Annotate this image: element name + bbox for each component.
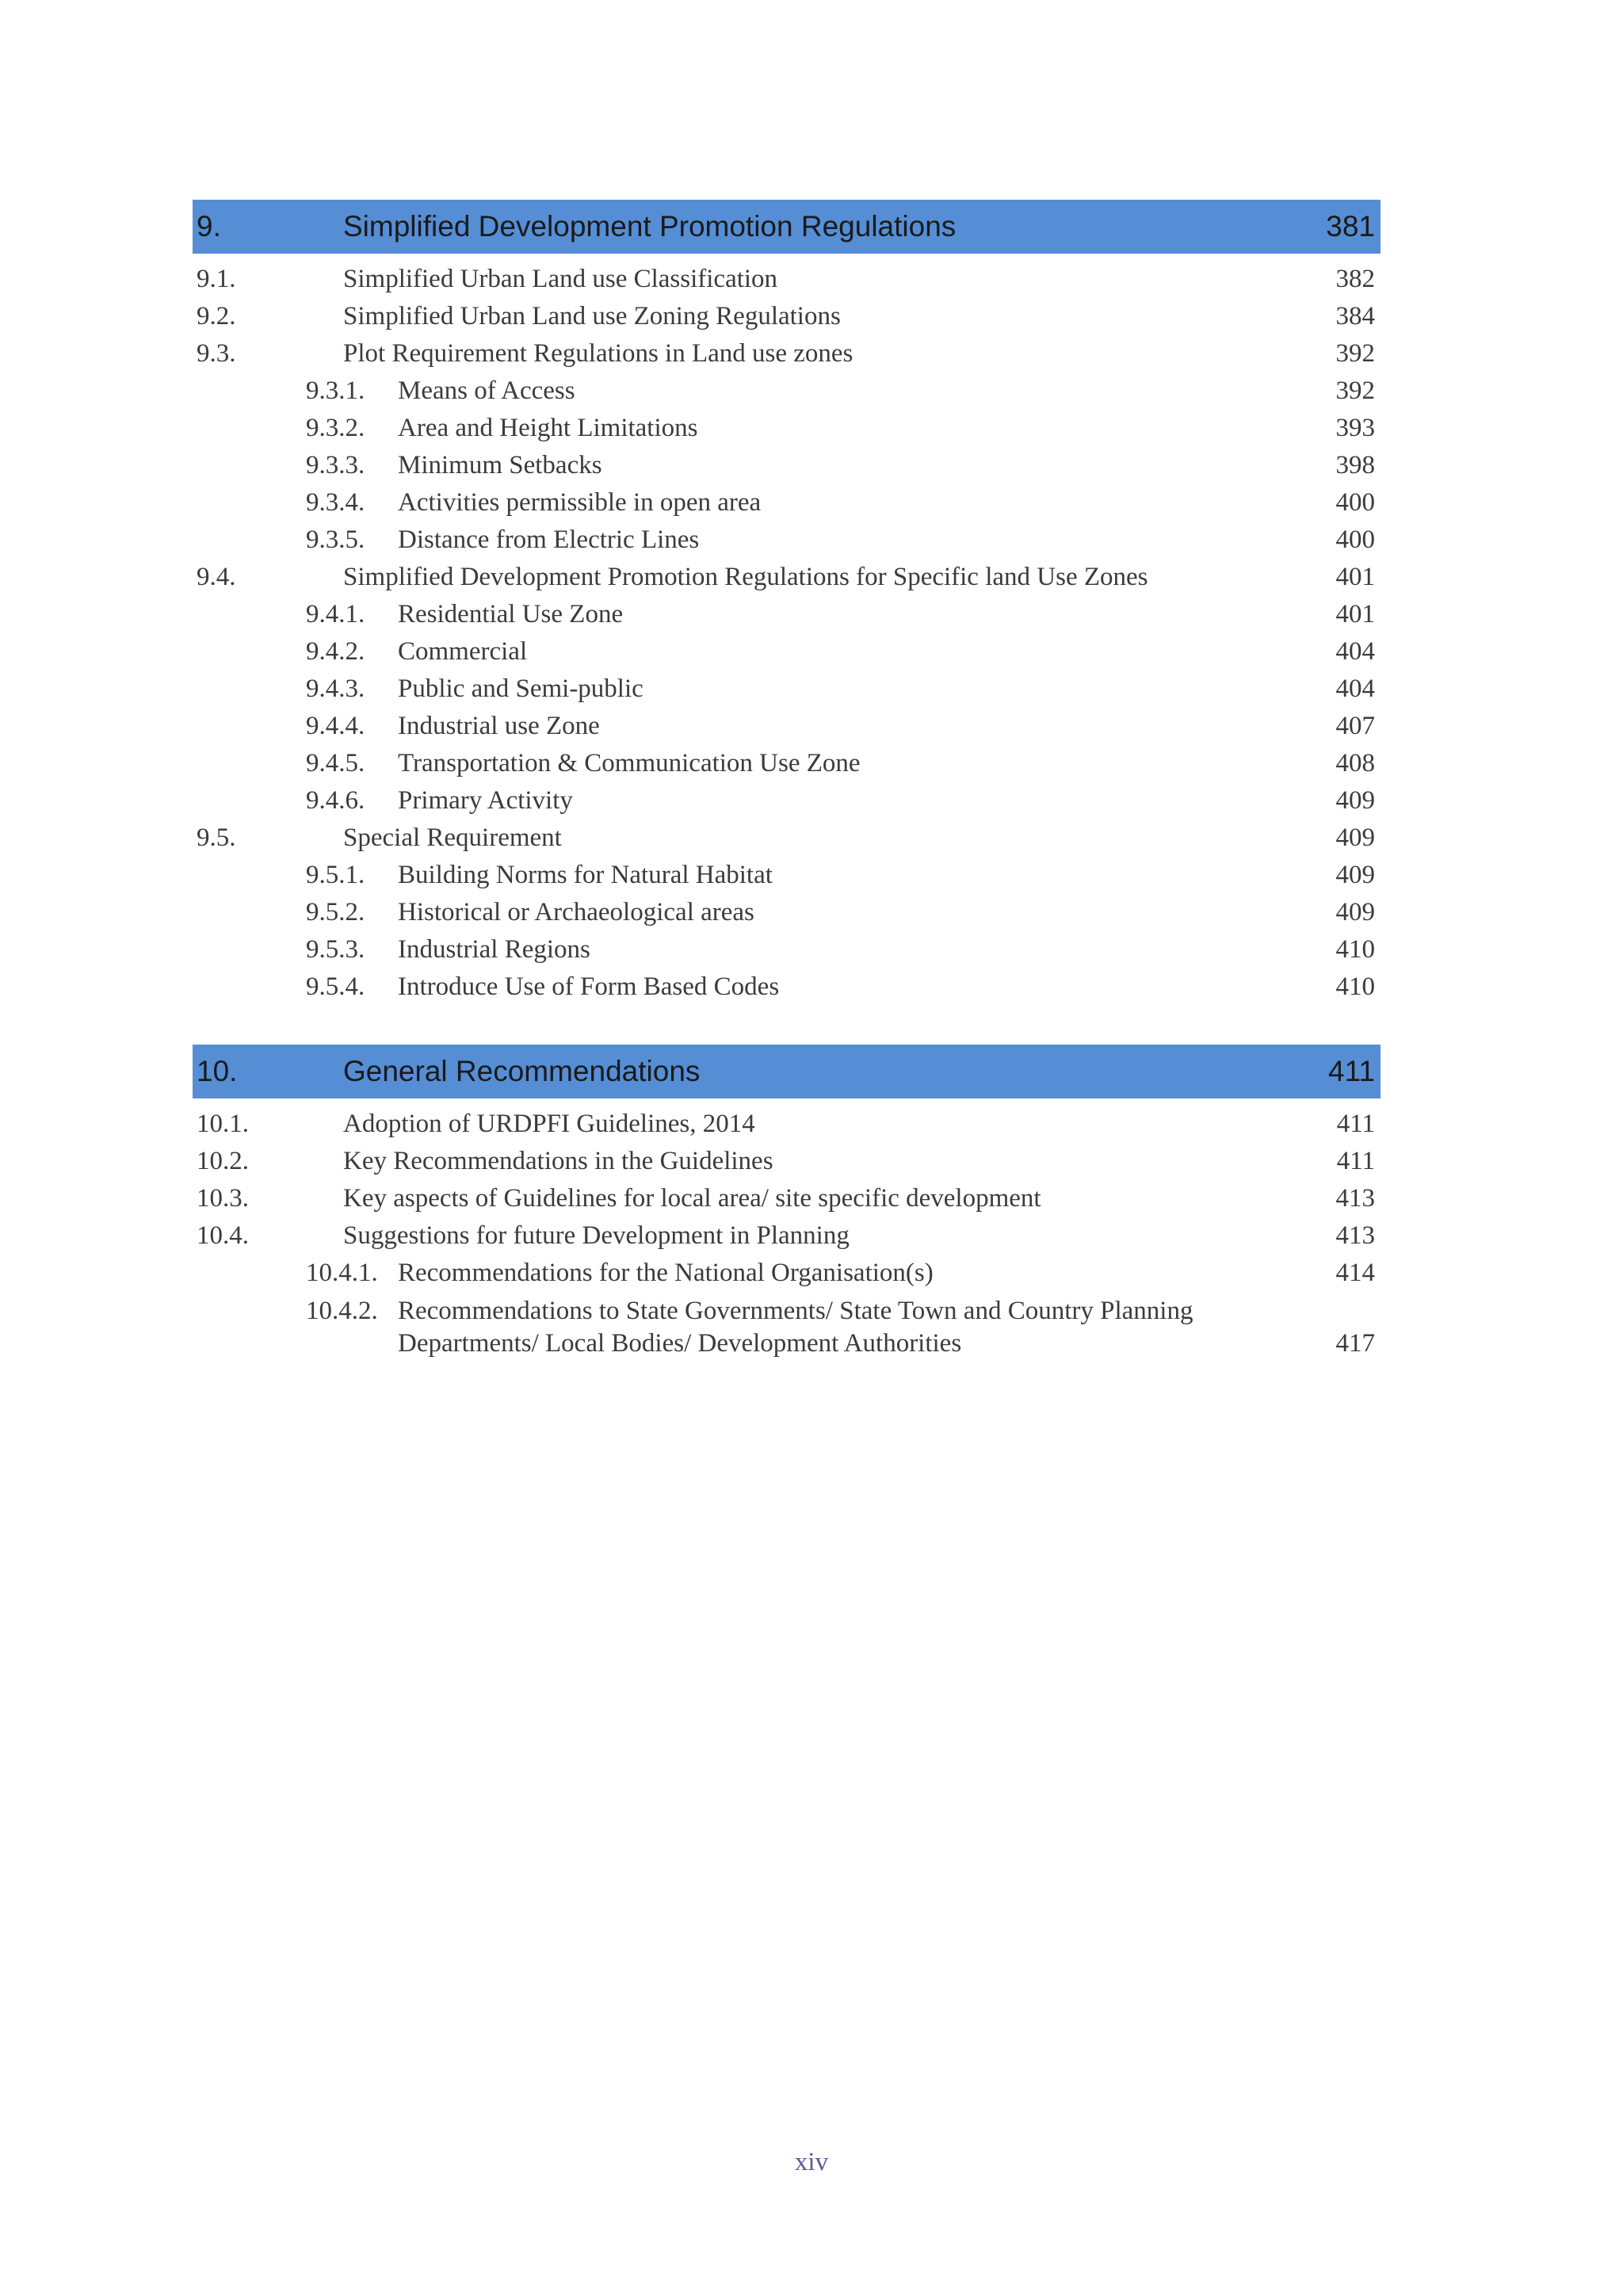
entry-number: 10.4.1.: [306, 1259, 378, 1287]
entry-title: Key aspects of Guidelines for local area/ site specific development: [343, 1184, 1041, 1213]
chapter-page-number: 381: [1326, 210, 1375, 243]
toc-subentry[interactable]: [193, 372, 1381, 410]
toc-entry[interactable]: [193, 1180, 1381, 1217]
entry-title: Suggestions for future Development in Planning: [343, 1221, 850, 1250]
entry-page-number: 409: [1335, 786, 1375, 815]
entry-number: 9.4.3.: [306, 674, 365, 703]
toc-subentry[interactable]: [193, 670, 1381, 708]
toc-subentry[interactable]: [193, 447, 1381, 484]
entry-number: 9.5.4.: [306, 972, 365, 1001]
entry-title: Building Norms for Natural Habitat: [398, 861, 773, 889]
entry-title: Plot Requirement Regulations in Land use zones: [343, 339, 854, 368]
toc-subentry[interactable]: [193, 708, 1381, 745]
entry-page-number: 413: [1335, 1184, 1375, 1213]
entry-page-number: 384: [1335, 302, 1375, 330]
toc-subentry[interactable]: [193, 745, 1381, 782]
entry-number: 9.3.4.: [306, 488, 365, 517]
toc-subentry[interactable]: [193, 633, 1381, 670]
entry-page-number: 393: [1335, 414, 1375, 442]
entry-page-number: 413: [1335, 1221, 1375, 1250]
entry-title: Means of Access: [398, 376, 575, 405]
entry-number: 9.4.5.: [306, 749, 365, 777]
toc-entry[interactable]: [193, 1106, 1381, 1143]
entry-number: 9.3.1.: [306, 376, 365, 405]
entry-page-number: 401: [1335, 600, 1375, 628]
entry-title: Introduce Use of Form Based Codes: [398, 972, 780, 1001]
entry-page-number: 400: [1335, 525, 1375, 554]
entry-page-number: 410: [1335, 972, 1375, 1001]
entry-title: Commercial: [398, 637, 528, 666]
entry-title: Recommendations for the National Organisation(s): [398, 1259, 934, 1287]
entry-title: Special Requirement: [343, 823, 562, 852]
entry-page-number: 382: [1335, 265, 1375, 293]
entry-page-number: 401: [1335, 563, 1375, 591]
entry-number: 9.3.3.: [306, 451, 365, 479]
toc-subentry[interactable]: [193, 596, 1381, 633]
entry-page-number: 409: [1335, 823, 1375, 852]
toc-entry[interactable]: [193, 559, 1381, 596]
entry-title: Simplified Urban Land use Classification: [343, 265, 778, 293]
entry-number: 9.2.: [197, 302, 236, 330]
entry-number: 10.1.: [197, 1110, 249, 1138]
entry-title: Historical or Archaeological areas: [398, 898, 754, 926]
entry-number: 9.4.: [197, 563, 236, 591]
toc-entry[interactable]: [193, 335, 1381, 372]
toc-subentry[interactable]: [193, 1295, 1381, 1366]
toc-entry[interactable]: [193, 1143, 1381, 1180]
entry-number: 9.4.4.: [306, 712, 365, 740]
entry-page-number: 392: [1335, 339, 1375, 368]
entry-title: Simplified Development Promotion Regulations for Specific land Use Zones: [343, 563, 1148, 591]
toc-subentry[interactable]: [193, 968, 1381, 1006]
entry-title: Adoption of URDPFI Guidelines, 2014: [343, 1110, 755, 1138]
entry-title-line-2: Departments/ Local Bodies/ Development Authorities: [398, 1329, 962, 1358]
entry-page-number: 414: [1335, 1259, 1375, 1287]
entry-title: Primary Activity: [398, 786, 573, 815]
toc-subentry[interactable]: [193, 521, 1381, 559]
entry-page-number: 392: [1335, 376, 1375, 405]
toc-entry[interactable]: [193, 1217, 1381, 1255]
page-number-footer: xiv: [794, 2148, 829, 2176]
toc-subentry[interactable]: [193, 931, 1381, 968]
chapter-number: 9.: [197, 210, 221, 243]
entry-number: 9.5.1.: [306, 861, 365, 889]
entry-title: Distance from Electric Lines: [398, 525, 700, 554]
chapter-header-9[interactable]: [193, 200, 1381, 254]
entry-number: 9.4.2.: [306, 637, 365, 666]
chapter-page-number: 411: [1328, 1055, 1375, 1087]
entry-page-number: 407: [1335, 712, 1375, 740]
chapter-title: General Recommendations: [343, 1055, 701, 1087]
entry-number: 10.3.: [197, 1184, 249, 1213]
entry-number: 9.5.2.: [306, 898, 365, 926]
chapter-title: Simplified Development Promotion Regulations: [343, 210, 957, 243]
toc-subentry[interactable]: [193, 484, 1381, 521]
entry-title: Transportation & Communication Use Zone: [398, 749, 861, 777]
entry-title: Simplified Urban Land use Zoning Regulations: [343, 302, 841, 330]
toc-subentry[interactable]: [193, 857, 1381, 894]
entry-number: 9.3.2.: [306, 414, 365, 442]
entry-title: Industrial Regions: [398, 935, 590, 964]
entry-title: Minimum Setbacks: [398, 451, 602, 479]
chapter-header-10[interactable]: [193, 1045, 1381, 1098]
entry-number: 9.5.: [197, 823, 236, 852]
entry-title: Activities permissible in open area: [398, 488, 762, 517]
entry-number: 9.5.3.: [306, 935, 365, 964]
entry-page-number: 408: [1335, 749, 1375, 777]
entry-title: Area and Height Limitations: [398, 414, 698, 442]
toc-subentry[interactable]: [193, 1255, 1381, 1292]
chapter-number: 10.: [197, 1055, 238, 1087]
toc-entry[interactable]: [193, 261, 1381, 298]
toc-subentry[interactable]: [193, 410, 1381, 447]
toc-entry[interactable]: [193, 819, 1381, 857]
entry-page-number: 411: [1336, 1110, 1375, 1138]
entry-page-number: 409: [1335, 861, 1375, 889]
entry-page-number: 404: [1335, 674, 1375, 703]
entry-page-number: 410: [1335, 935, 1375, 964]
entry-number: 9.3.: [197, 339, 236, 368]
entry-number: 9.4.6.: [306, 786, 365, 815]
entry-number: 10.2.: [197, 1147, 249, 1175]
entry-title: Residential Use Zone: [398, 600, 624, 628]
entry-title: Key Recommendations in the Guidelines: [343, 1147, 773, 1175]
entry-number: 9.4.1.: [306, 600, 365, 628]
entry-page-number: 411: [1336, 1147, 1375, 1175]
entry-page-number: 417: [1335, 1329, 1375, 1358]
entry-page-number: 409: [1335, 898, 1375, 926]
toc-subentry[interactable]: [193, 782, 1381, 819]
entry-title-line-1: Recommendations to State Governments/ State Town and Country Planning: [398, 1297, 1193, 1325]
entry-title: Public and Semi-public: [398, 674, 643, 703]
entry-number: 10.4.2.: [306, 1297, 378, 1325]
entry-number: 10.4.: [197, 1221, 249, 1250]
entry-page-number: 398: [1335, 451, 1375, 479]
entry-number: 9.3.5.: [306, 525, 365, 554]
entry-page-number: 400: [1335, 488, 1375, 517]
toc-entry[interactable]: [193, 298, 1381, 335]
entry-page-number: 404: [1335, 637, 1375, 666]
toc-subentry[interactable]: [193, 894, 1381, 931]
entry-title: Industrial use Zone: [398, 712, 600, 740]
entry-number: 9.1.: [197, 265, 236, 293]
